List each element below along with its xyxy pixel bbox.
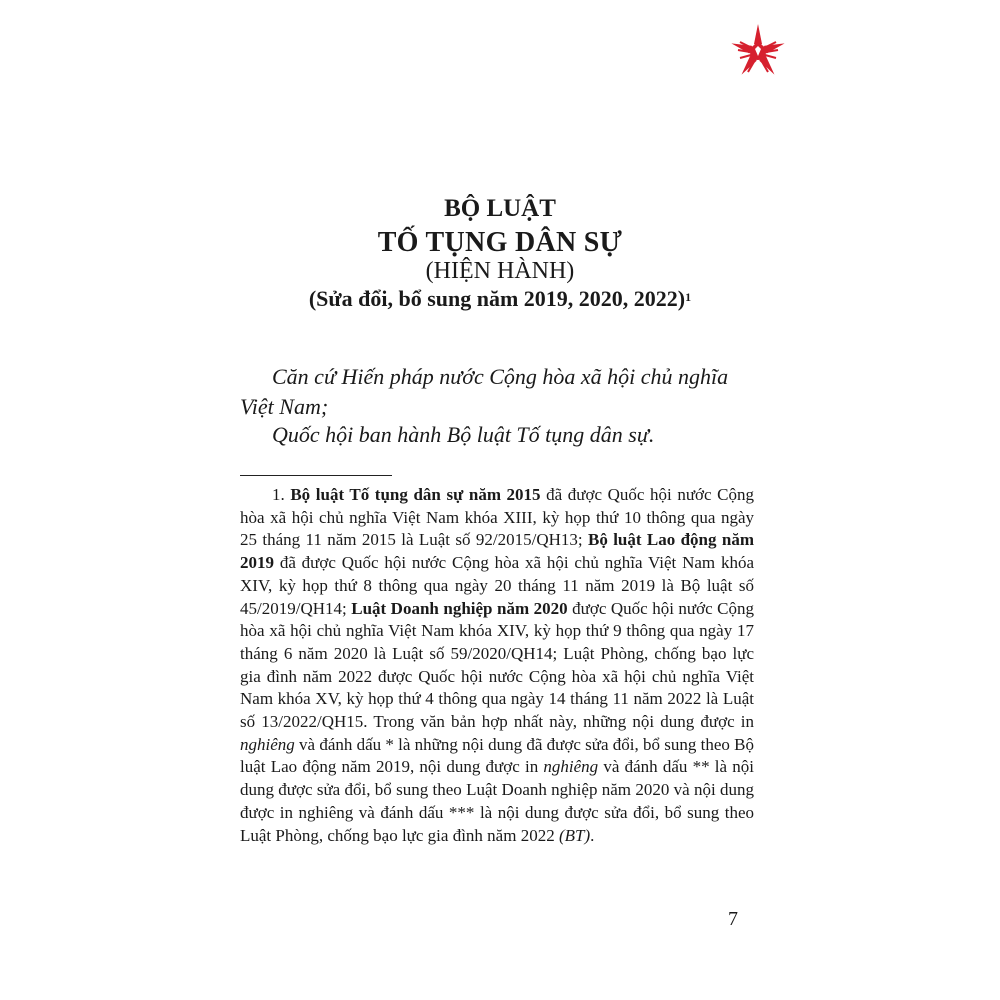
- page-number: 7: [728, 908, 738, 930]
- star-emblem-icon: [728, 22, 788, 82]
- footnote-text: đã được Quốc hội nước Cộng hòa xã hội chủ nghĩa Việt Nam khóa XIV, kỳ họp thứ 8 thông qua ngày 20 tháng 11 năm 2019 là Bộ luật số 45/2019/QH14;: [240, 553, 754, 618]
- title-amendment-text: (Sửa đổi, bổ sung năm 2019, 2020, 2022): [308, 286, 686, 311]
- footnote-text: và đánh dấu ** là nội dung được sửa đổi, bổ sung theo Luật Doanh nghiệp năm 2020 và nội dung được in nghiêng và đánh dấu *** là nội dung được sửa đổi, bổ sung theo Luật Phòng, chống bạo lực gia đình năm 2022: [240, 757, 754, 845]
- footnote-italic-text: (BT): [558, 825, 591, 845]
- footnote-bold-text: Bộ luật Lao động năm 2019: [240, 530, 754, 573]
- preamble-paragraph-2: Quốc hội ban hành Bộ luật Tố tụng dân sự.: [272, 422, 655, 447]
- footnote-bold-text: Luật Doanh nghiệp năm 2020: [351, 598, 568, 618]
- footnote-text: .: [590, 825, 595, 845]
- footnote-text: được Quốc hội nước Cộng hòa xã hội chủ nghĩa Việt Nam khóa XIV, kỳ họp thứ 9 thông qua ngày 17 tháng 6 năm 2020 là Luật số 59/2020/QH14; Luật Phòng, chống bạo lực gia đình năm 2022 được Quốc hội nước Cộng hòa xã hội chủ nghĩa Việt Nam khóa XV, kỳ họp thứ 4 thông qua ngày 14 tháng 11 năm 2022 là Luật số 13/2022/QH15. Trong văn bản hợp nhất này, những nội dung được in: [240, 598, 754, 732]
- title-line-1: BỘ LUẬT: [444, 195, 556, 222]
- footnote-text: và đánh dấu * là những nội dung đã được sửa đổi, bổ sung theo Bộ luật Lao động năm 2019, nội dung được in: [240, 734, 754, 777]
- footnote-bold-text: Bộ luật Tố tụng dân sự năm 2015: [290, 485, 541, 504]
- footnote-divider: [240, 475, 392, 476]
- preamble-paragraph-1: Căn cứ Hiến pháp nước Cộng hòa xã hội chủ nghĩa Việt Nam;: [240, 364, 729, 419]
- footnote-text: đã được Quốc hội nước Cộng hòa xã hội chủ nghĩa Việt Nam khóa XIII, kỳ họp thứ 10 thông qua ngày 25 tháng 11 năm 2015 là Luật số 92/2015/QH13;: [240, 485, 754, 550]
- footnote-1: [240, 484, 754, 847]
- footnote-italic-text: nghiêng: [543, 757, 599, 777]
- title-line-4: [0, 284, 1000, 314]
- footnote-text: 1.: [272, 485, 291, 504]
- title-line-2: TỐ TỤNG DÂN SỰ: [377, 227, 623, 258]
- footnote-reference: 1: [685, 290, 692, 304]
- title-line-3: (HIỆN HÀNH): [425, 258, 575, 284]
- footnote-italic-text: nghiêng: [240, 734, 295, 754]
